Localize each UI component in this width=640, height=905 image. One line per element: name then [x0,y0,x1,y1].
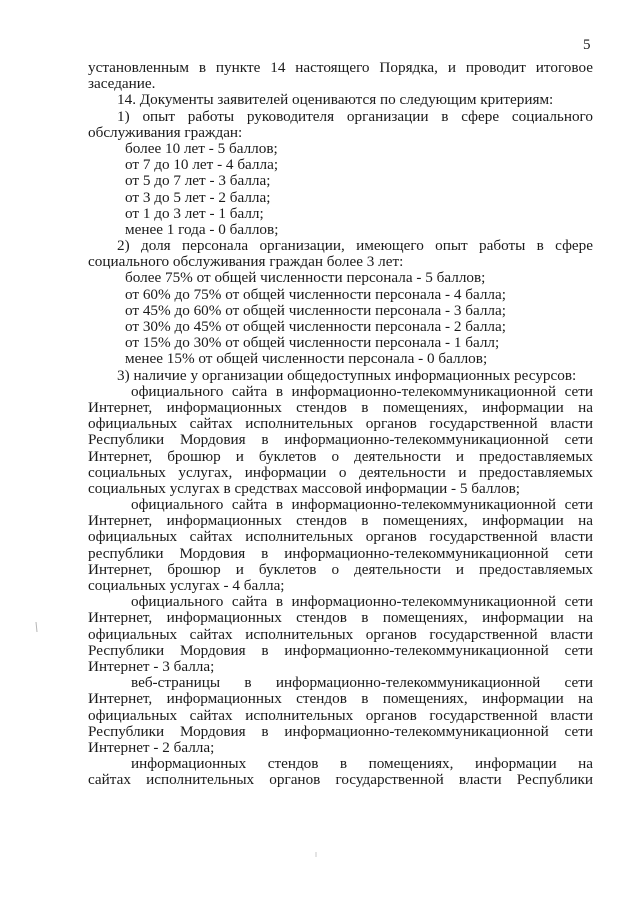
text-line: более 10 лет - 5 баллов; [125,139,278,157]
text-line: заседание. [88,75,156,93]
text-line: от 15% до 30% от общей численности персонала - 1 балл; [125,334,500,352]
text-line: от 5 до 7 лет - 3 балла; [125,172,271,190]
text-line: Интернет, информационных стендов в помещениях, информации на [88,513,593,530]
text-line: 2) доля персонала организации, имеющего опыт работы в сфере [117,238,593,255]
text-line: веб-страницы в информационно-телекоммуникационной сети [131,675,593,692]
text-line: Интернет, информационных стендов в помещениях, информации на [88,691,593,708]
text-line: Интернет - 3 балла; [88,657,215,675]
text-line: Интернет - 2 балла; [88,738,215,756]
text-line: официального сайта в информационно-телекоммуникационной сети [131,497,593,514]
text-line: менее 1 года - 0 баллов; [125,220,279,238]
text-line: официальных сайтах исполнительных органов государственной власти [88,416,593,433]
text-line: от 60% до 75% от общей численности персонала - 4 балла; [125,285,506,303]
text-line: более 75% от общей численности персонала - 5 баллов; [125,269,486,287]
text-line: Интернет, брошюр и буклетов о деятельности и предоставляемых [88,561,593,578]
text-line: от 3 до 5 лет - 2 балла; [125,188,271,206]
text-line: Республики Мордовия в информационно-телекоммуникационной сети [88,723,593,740]
text-line: официальных сайтах исполнительных органов государственной власти [88,529,593,546]
text-line: официального сайта в информационно-телекоммуникационной сети [131,594,593,611]
text-line: 14. Документы заявителей оцениваются по следующим критериям: [117,91,554,109]
text-line: сайтах исполнительных органов государственной власти Республики [88,772,593,789]
text-line: Интернет, информационных стендов в помещениях, информации на [88,399,593,416]
text-line: от 30% до 45% от общей численности персонала - 2 балла; [125,318,506,335]
text-line: Интернет, брошюр и буклетов о деятельности и предоставляемых [88,448,593,465]
text-line: республики Мордовия в информационно-телекоммуникационной сети [88,545,593,562]
text-line: Интернет, информационных стендов в помещениях, информации на [88,610,593,627]
text-line: обслуживания граждан: [88,123,243,141]
page-number: 5 [583,37,591,53]
text-line: 3) наличие у организации общедоступных информационных ресурсов: [117,366,577,384]
text-line: официального сайта в информационно-телекоммуникационной сети [131,383,593,400]
text-line: от 45% до 60% от общей численности персонала - 3 балла; [125,301,506,319]
text-line: 1) опыт работы руководителя организации в сфере социального [117,108,593,125]
text-line: информационных стендов в помещениях, информации на [131,756,593,773]
document-body [88,60,593,788]
text-line: социальных услугах - 4 балла; [88,577,285,594]
text-line: официальных сайтах исполнительных органов государственной власти [88,626,593,643]
text-line: официальных сайтах исполнительных органов государственной власти [88,707,593,724]
text-line: установленным в пункте 14 настоящего Порядка, и проводит итоговое [88,60,593,76]
text-line: социального обслуживания граждан более 3 лет: [88,253,404,271]
text-line: социальных услугах, информации о деятельности и предоставляемых [88,464,593,481]
text-line: Республики Мордовия в информационно-телекоммуникационной сети [88,432,593,449]
text-line: Республики Мордовия в информационно-телекоммуникационной сети [88,642,593,659]
text-line: менее 15% от общей численности персонала - 0 баллов; [125,350,488,368]
text-line: от 1 до 3 лет - 1 балл; [125,204,264,222]
text-line: от 7 до 10 лет - 4 балла; [125,156,279,174]
text-line: социальных услугах в средствах массовой информации - 5 баллов; [88,479,520,497]
